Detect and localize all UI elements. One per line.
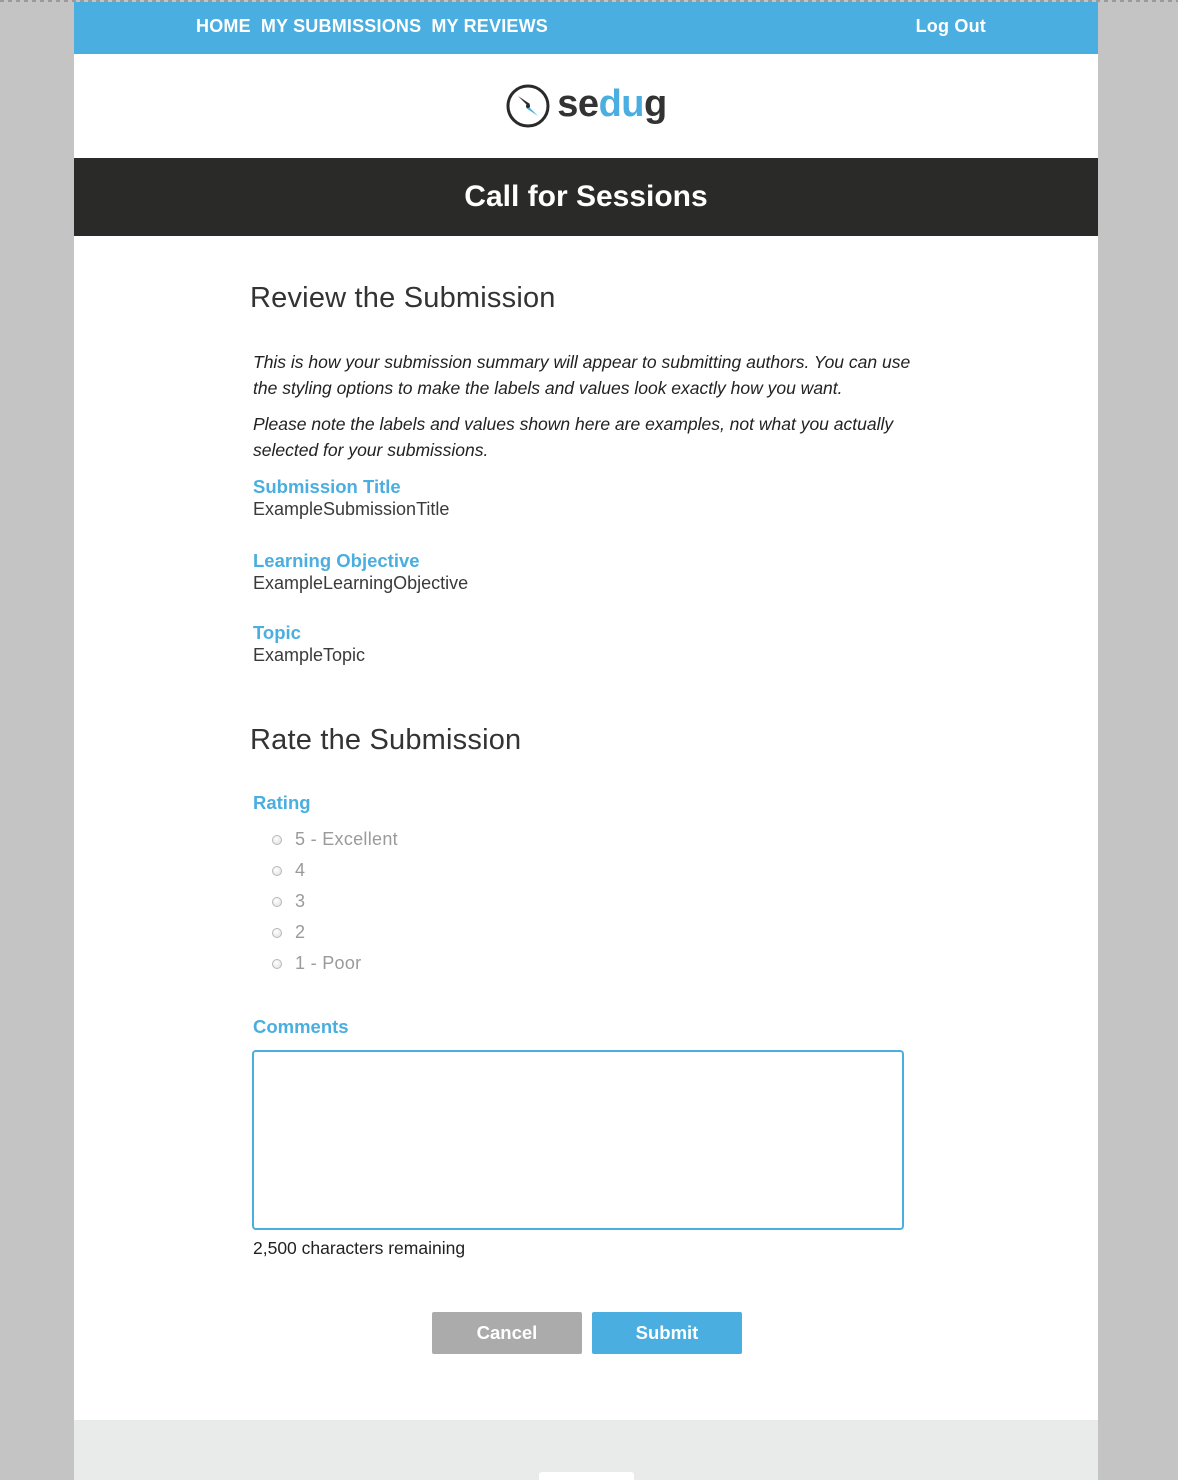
footer — [74, 1420, 1098, 1480]
rating-option-label: 4 — [295, 860, 306, 880]
field-label-learning-objective: Learning Objective — [253, 550, 420, 571]
nav-my-reviews-link[interactable]: MY REVIEWS — [431, 16, 549, 36]
rating-option-label: 1 - Poor — [295, 953, 362, 973]
nav-home-link[interactable]: HOME — [196, 16, 251, 36]
compass-icon — [505, 83, 551, 129]
comments-textarea[interactable] — [252, 1050, 904, 1230]
radio-button[interactable] — [272, 897, 282, 907]
logo-area — [74, 54, 1098, 158]
field-value-submission-title: ExampleSubmissionTitle — [253, 499, 450, 519]
review-intro-paragraph-1: This is how your submission summary will appear to submitting authors. You can use the styling options to make the labels and values look exactly how you want. — [253, 352, 911, 398]
rating-option-1[interactable] — [272, 953, 361, 974]
rating-option-label: 2 — [295, 922, 306, 942]
field-label-submission-title: Submission Title — [253, 476, 401, 497]
cancel-button[interactable]: Cancel — [432, 1312, 582, 1354]
rating-option-label: 3 — [295, 891, 306, 911]
radio-button[interactable] — [272, 835, 282, 845]
logo-text-part3: g — [644, 83, 667, 125]
characters-remaining: 2,500 characters remaining — [253, 1238, 466, 1258]
rating-option-2[interactable] — [272, 922, 305, 943]
top-nav-bar — [74, 2, 1098, 54]
field-value-learning-objective: ExampleLearningObjective — [253, 573, 469, 593]
rating-option-5[interactable] — [272, 829, 398, 850]
field-label-topic: Topic — [253, 622, 301, 643]
nav-links — [196, 16, 548, 37]
rating-option-3[interactable] — [272, 891, 305, 912]
logo-wordmark — [557, 85, 666, 123]
rate-heading: Rate the Submission — [250, 724, 522, 756]
submit-button[interactable]: Submit — [592, 1312, 742, 1354]
footer-tab — [539, 1472, 634, 1480]
nav-my-submissions-link[interactable]: MY SUBMISSIONS — [260, 16, 422, 36]
radio-button[interactable] — [272, 866, 282, 876]
review-intro-paragraph-2: Please note the labels and values shown here are examples, not what you actually selected for your submissions. — [253, 414, 894, 460]
sedug-logo[interactable] — [505, 83, 666, 129]
rating-option-label: 5 - Excellent — [295, 829, 398, 849]
field-value-topic: ExampleTopic — [253, 645, 366, 665]
rating-option-4[interactable] — [272, 860, 305, 881]
page-banner — [74, 158, 1098, 236]
review-heading: Review the Submission — [250, 282, 556, 314]
comments-label: Comments — [253, 1016, 349, 1037]
logo-text-part1: se — [557, 83, 599, 125]
log-out-link[interactable]: Log Out — [915, 16, 986, 36]
radio-button[interactable] — [272, 959, 282, 969]
page-title: Call for Sessions — [464, 180, 708, 213]
radio-button[interactable] — [272, 928, 282, 938]
logo-text-part2: du — [598, 83, 644, 125]
page-container — [74, 2, 1098, 1480]
rating-label: Rating — [253, 792, 311, 813]
